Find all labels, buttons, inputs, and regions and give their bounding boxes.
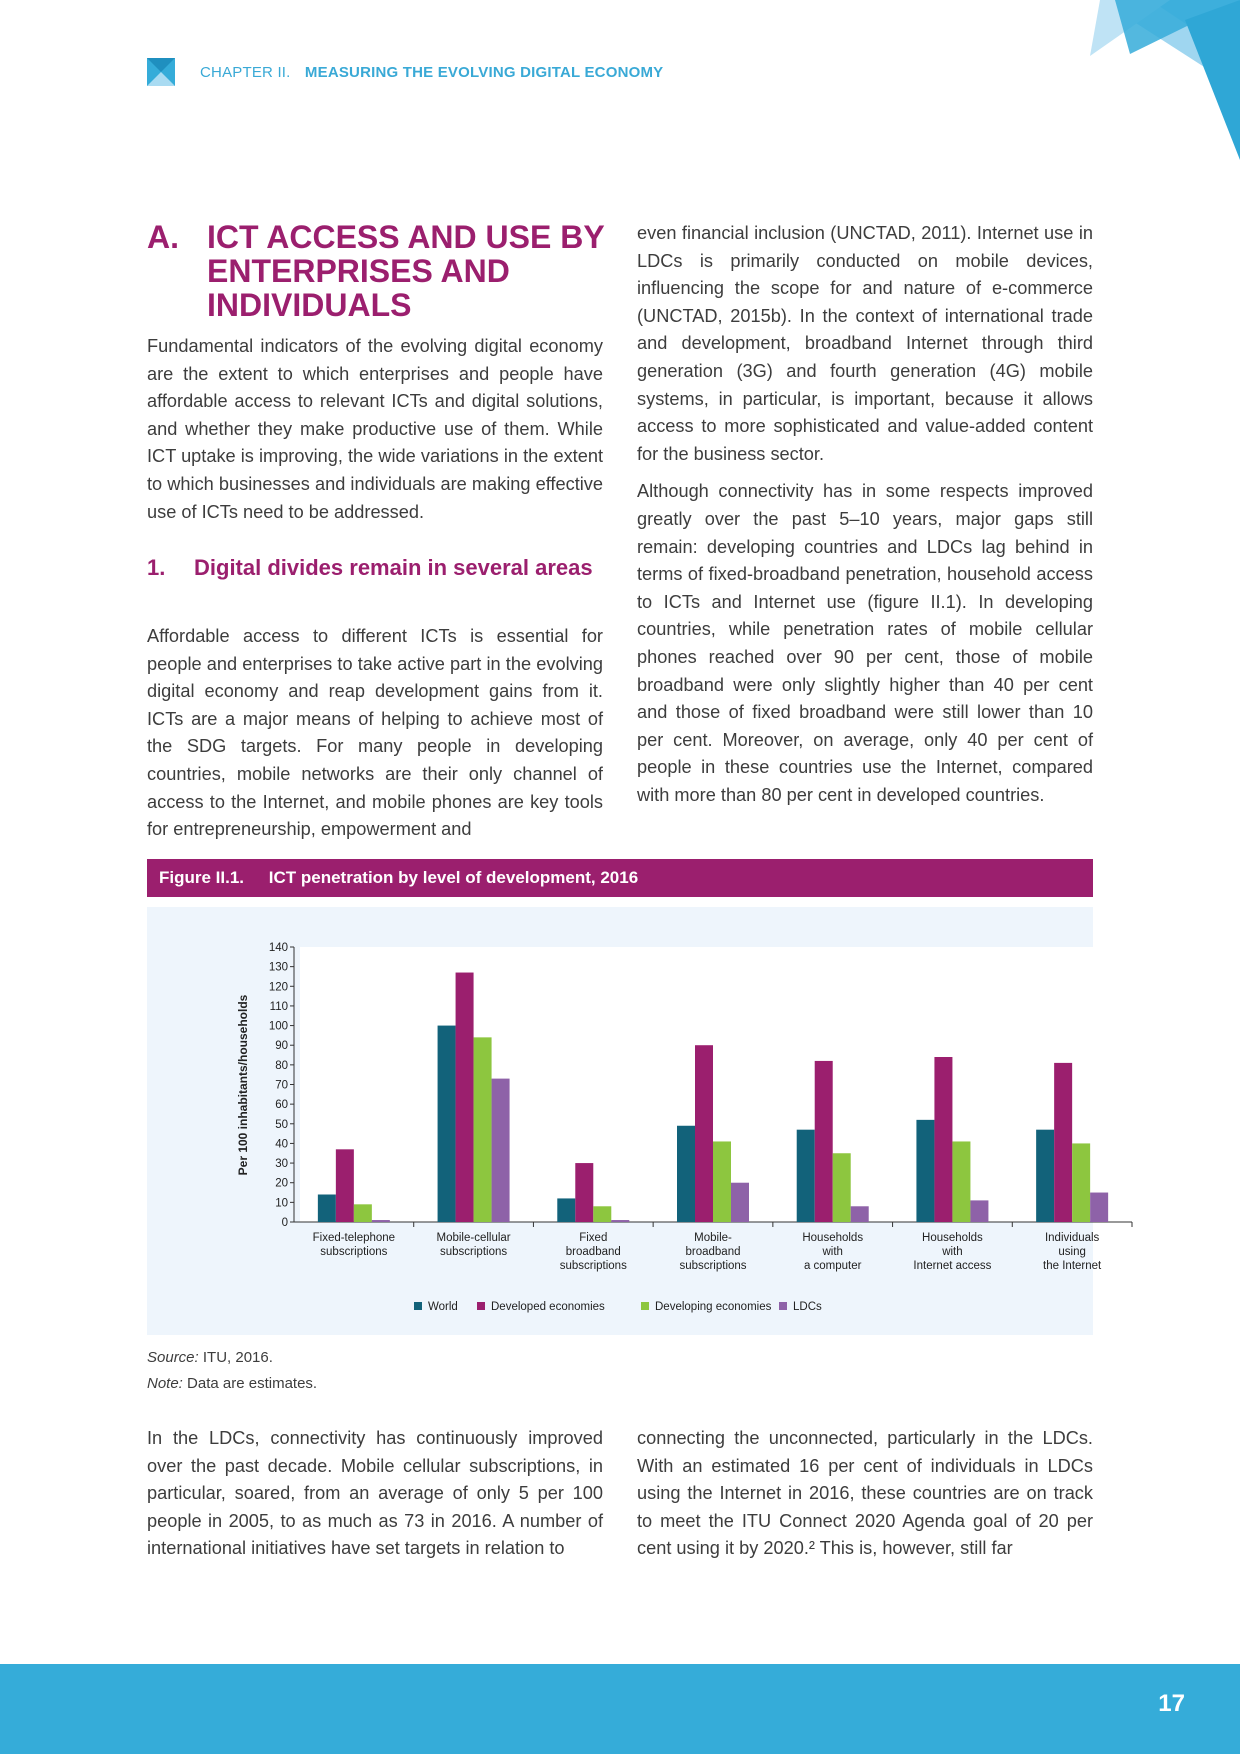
x-tick-label: subscriptions bbox=[679, 1260, 747, 1272]
section-title: ICT ACCESS AND USE BY ENTERPRISES AND INDIVIDUALS bbox=[207, 219, 605, 323]
legend-label: World bbox=[428, 1301, 458, 1313]
chapter-title: MEASURING THE EVOLVING DIGITAL ECONOMY bbox=[304, 63, 664, 81]
x-tick-label: Mobile-cellular bbox=[436, 1232, 511, 1244]
x-tick-label: a computer bbox=[803, 1260, 862, 1272]
bar bbox=[372, 1220, 390, 1222]
right-column bbox=[637, 220, 1093, 819]
paragraph: In the LDCs, connectivity has continuously improved over the past decade. Mobile cellular subscriptions, in particular, soared, from an average of only 5 per 100 people in 2005, to as much as 73 in 2016. A number of international initiatives have set targets in relation to bbox=[147, 1428, 603, 1559]
y-tick-label: 30 bbox=[275, 1158, 288, 1171]
bottom-right-column bbox=[637, 1425, 1093, 1573]
figure-title: ICT penetration by level of development, 2016 bbox=[268, 868, 639, 887]
legend-label: Developing economies bbox=[655, 1301, 772, 1313]
bar bbox=[336, 1149, 354, 1222]
paragraph: Although connectivity has in some respects improved greatly over the past 5–10 years, major gaps still remain: developing countries and LDCs lag behind in terms of fixed-broadband penetration, household access to ICTs and Internet use (figure II.1). In developing countries, while penetration rates of mobile cellular phones reached over 90 per cent, those of mobile broadband were only slightly higher than 40 per cent and those of fixed broadband were still lower than 10 per cent. Moreover, on average, only 40 per cent of people in these countries use the Internet, compared with more than 80 per cent in developed countries. bbox=[637, 481, 1093, 805]
bottom-left-column bbox=[147, 1425, 603, 1573]
paragraph: Fundamental indicators of the evolving digital economy are the extent to which enterprises and people have affordable access to relevant ICTs and digital solutions, and whether they make productive use of them. While ICT uptake is improving, the wide variations in the extent to which businesses and individuals are making effective use of ICTs need to be addressed. bbox=[147, 336, 603, 522]
bar bbox=[695, 1045, 713, 1222]
y-tick-label: 110 bbox=[269, 1000, 288, 1013]
paragraph: even financial inclusion (UNCTAD, 2011). Internet use in LDCs is primarily conducted on mobile devices, influencing the scope for and nature of e-commerce (UNCTAD, 2015b). In the context of international trade and development, broadband Internet through third generation (3G) and fourth generation (4G) mobile systems, in particular, is important, because it allows access to more sophisticated and value-added content for the business sector. bbox=[637, 223, 1093, 464]
bar-chart bbox=[147, 907, 1102, 1335]
bar bbox=[354, 1204, 372, 1222]
note-label: Note: bbox=[147, 1375, 183, 1392]
legend-label: Developed economies bbox=[491, 1301, 605, 1313]
bar bbox=[593, 1206, 611, 1222]
bar bbox=[731, 1183, 749, 1222]
bar bbox=[916, 1120, 934, 1222]
bar bbox=[575, 1163, 593, 1222]
y-tick-label: 60 bbox=[275, 1099, 288, 1112]
y-tick-label: 130 bbox=[268, 961, 288, 974]
x-tick-label: with bbox=[942, 1246, 963, 1258]
chapter-header bbox=[147, 58, 663, 86]
y-tick-label: 0 bbox=[281, 1217, 288, 1229]
bar bbox=[438, 1026, 456, 1222]
legend-swatch bbox=[641, 1302, 649, 1310]
x-tick-label: subscriptions bbox=[440, 1246, 508, 1258]
legend-swatch bbox=[414, 1302, 422, 1310]
x-tick-label: subscriptions bbox=[320, 1246, 388, 1258]
corner-decoration bbox=[1000, 0, 1240, 170]
bar bbox=[492, 1079, 510, 1222]
bar bbox=[557, 1198, 575, 1222]
bar bbox=[1090, 1193, 1108, 1222]
y-tick-label: 90 bbox=[275, 1040, 288, 1053]
bar bbox=[474, 1037, 492, 1222]
bar bbox=[611, 1220, 629, 1222]
y-tick-label: 120 bbox=[268, 981, 288, 994]
bar bbox=[1054, 1063, 1072, 1222]
note-text: Data are estimates. bbox=[187, 1375, 318, 1392]
y-tick-label: 40 bbox=[275, 1138, 288, 1151]
y-axis-title: Per 100 inhabitants/households bbox=[236, 994, 250, 1176]
bar bbox=[815, 1061, 833, 1222]
y-tick-label: 80 bbox=[275, 1059, 288, 1072]
bar bbox=[318, 1195, 336, 1223]
x-tick-label: Internet access bbox=[913, 1260, 992, 1272]
figure-source bbox=[147, 1345, 317, 1397]
bar bbox=[1072, 1143, 1090, 1222]
x-tick-label: Mobile- bbox=[694, 1232, 732, 1244]
x-tick-label: Households bbox=[802, 1232, 864, 1244]
left-column-top bbox=[147, 333, 603, 536]
x-tick-label: broadband bbox=[565, 1246, 621, 1258]
y-tick-label: 10 bbox=[275, 1197, 288, 1210]
y-tick-label: 50 bbox=[275, 1118, 288, 1131]
source-label: Source: bbox=[147, 1349, 199, 1366]
subsection-number: 1. bbox=[147, 555, 166, 580]
legend-label: LDCs bbox=[793, 1301, 822, 1313]
y-tick-label: 100 bbox=[268, 1020, 288, 1033]
bar bbox=[456, 973, 474, 1222]
x-tick-label: with bbox=[822, 1246, 843, 1258]
figure-title-bar bbox=[147, 859, 1093, 897]
bar bbox=[833, 1153, 851, 1222]
chapter-logo-icon bbox=[147, 58, 175, 86]
x-tick-label: using bbox=[1058, 1246, 1086, 1258]
legend-swatch bbox=[779, 1302, 787, 1310]
x-tick-label: the Internet bbox=[1043, 1260, 1102, 1272]
page-footer bbox=[0, 1664, 1240, 1754]
x-tick-label: Households bbox=[922, 1232, 983, 1244]
paragraph: Affordable access to different ICTs is essential for people and enterprises to take active part in the evolving digital economy and reap development gains from it. ICTs are a major means of helping to achieve most of the SDG targets. For many people in developing countries, mobile networks are their only channel of access to the Internet, and mobile phones are key tools for entrepreneurship, empowerment and bbox=[147, 626, 603, 840]
bar bbox=[1036, 1130, 1054, 1222]
figure-number: Figure II.1. bbox=[159, 868, 245, 887]
page-number: 17 bbox=[1158, 1690, 1185, 1717]
y-tick-label: 70 bbox=[275, 1079, 288, 1092]
source-text: ITU, 2016. bbox=[202, 1349, 273, 1366]
y-tick-label: 20 bbox=[275, 1177, 288, 1190]
bar bbox=[677, 1126, 695, 1222]
bar bbox=[934, 1057, 952, 1222]
legend-swatch bbox=[477, 1302, 485, 1310]
x-tick-label: Individuals bbox=[1044, 1232, 1100, 1244]
bar bbox=[952, 1141, 970, 1222]
bar bbox=[851, 1206, 869, 1222]
section-number: A. bbox=[147, 219, 179, 255]
x-tick-label: Fixed-telephone bbox=[312, 1232, 396, 1244]
bar bbox=[797, 1130, 815, 1222]
x-tick-label: subscriptions bbox=[559, 1260, 627, 1272]
section-heading bbox=[147, 220, 617, 322]
bar bbox=[970, 1200, 988, 1222]
chart-panel bbox=[147, 907, 1102, 1335]
x-tick-label: broadband bbox=[685, 1246, 741, 1258]
subsection-title: Digital divides remain in several areas bbox=[194, 555, 593, 580]
bar bbox=[713, 1141, 731, 1222]
paragraph: connecting the unconnected, particularly in the LDCs. With an estimated 16 per cent of individuals in LDCs using the Internet in 2016, these countries are on track to meet the ITU Connect 2020 Agenda goal of 20 per cent using it by 2020.² This is, however, still far bbox=[637, 1428, 1093, 1559]
x-tick-label: Fixed bbox=[579, 1232, 608, 1244]
y-tick-label: 140 bbox=[268, 942, 288, 954]
chapter-number: CHAPTER II. bbox=[200, 63, 291, 81]
subsection-heading bbox=[147, 555, 607, 581]
left-column-bottom bbox=[147, 623, 603, 854]
